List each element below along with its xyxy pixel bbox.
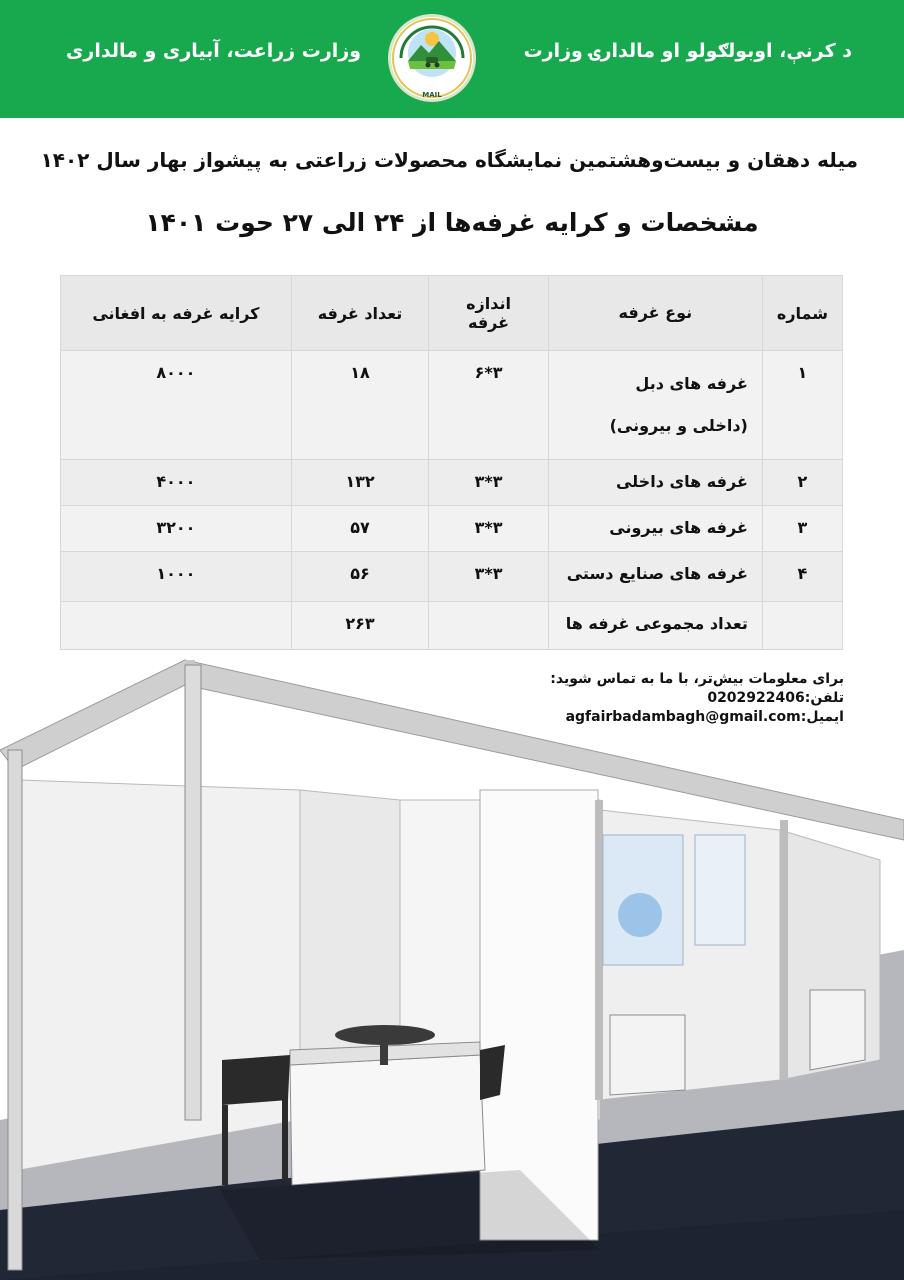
row-price: ۳۲۰۰	[61, 506, 292, 552]
row-type	[548, 351, 762, 460]
exhibition-booth-image	[0, 650, 904, 1280]
logo-label: MAIL	[422, 91, 442, 99]
contact-block	[550, 670, 844, 727]
event-title: میله دهقان و بیست‌وهشتمین نمایشگاه محصولات زراعتی به پیشواز بهار سال ۱۴۰۲	[40, 148, 858, 172]
row-count: ۵۶	[291, 552, 428, 602]
row-size: ۳*۶	[429, 351, 549, 460]
header-type: نوع غرفه	[548, 276, 762, 351]
page-title: مشخصات و کرایه غرفه‌ها از ۲۴ الی ۲۷ حوت ۱۴۰۱	[145, 208, 759, 237]
contact-email-line	[550, 708, 844, 727]
table-total-row	[61, 602, 843, 650]
header-size: اندازه غرفه	[429, 276, 549, 351]
row-price: ۸۰۰۰	[61, 351, 292, 460]
row-number: ۳	[762, 506, 842, 552]
ministry-name-pashto: د کرنې، اوبولګولو او مالدارۍ وزارت	[523, 40, 852, 62]
phone-number[interactable]: 0202922406	[707, 690, 805, 706]
row-number: ۱	[762, 351, 842, 460]
row-count: ۵۷	[291, 506, 428, 552]
table-row	[61, 552, 843, 602]
booth-photo	[0, 650, 904, 1280]
phone-label: تلفن:	[804, 690, 844, 706]
email-label: ایمیل:	[800, 709, 844, 725]
contact-phone-line	[550, 689, 844, 708]
row-type-line1: غرفه های دبل	[635, 374, 748, 393]
header-bar	[0, 0, 904, 118]
ministry-name-dari: وزارت زراعت، آبیاری و مالداری	[66, 40, 362, 62]
booth-fees-table	[60, 275, 843, 650]
table-row	[61, 506, 843, 552]
row-price: ۱۰۰۰	[61, 552, 292, 602]
logo-emblem-icon	[391, 17, 473, 99]
row-count: ۱۸	[291, 351, 428, 460]
table-header-row	[61, 276, 843, 351]
row-type-line2: (داخلی و بیرونی)	[609, 416, 748, 435]
row-number: ۲	[762, 460, 842, 506]
row-size: ۳*۳	[429, 506, 549, 552]
header-price: کرایه غرفه به افغانی	[61, 276, 292, 351]
row-count: ۱۳۲	[291, 460, 428, 506]
email-address[interactable]: agfairbadambagh@gmail.com	[565, 709, 801, 725]
row-size: ۳*۳	[429, 552, 549, 602]
row-number: ۴	[762, 552, 842, 602]
table-row	[61, 460, 843, 506]
row-price: ۴۰۰۰	[61, 460, 292, 506]
total-number-empty	[762, 602, 842, 650]
total-price-empty	[61, 602, 292, 650]
contact-intro: برای معلومات بیش‌تر، با ما به تماس شوید:	[550, 671, 844, 687]
table-row	[61, 351, 843, 460]
total-count: ۲۶۳	[291, 602, 428, 650]
header-number: شماره	[762, 276, 842, 351]
row-type: غرفه های بیرونی	[548, 506, 762, 552]
total-size-empty	[429, 602, 549, 650]
total-label: تعداد مجموعی غرفه ها	[548, 602, 762, 650]
row-size: ۳*۳	[429, 460, 549, 506]
ministry-logo	[388, 14, 476, 102]
header-count: تعداد غرفه	[291, 276, 428, 351]
row-type: غرفه های صنایع دستی	[548, 552, 762, 602]
row-type: غرفه های داخلی	[548, 460, 762, 506]
